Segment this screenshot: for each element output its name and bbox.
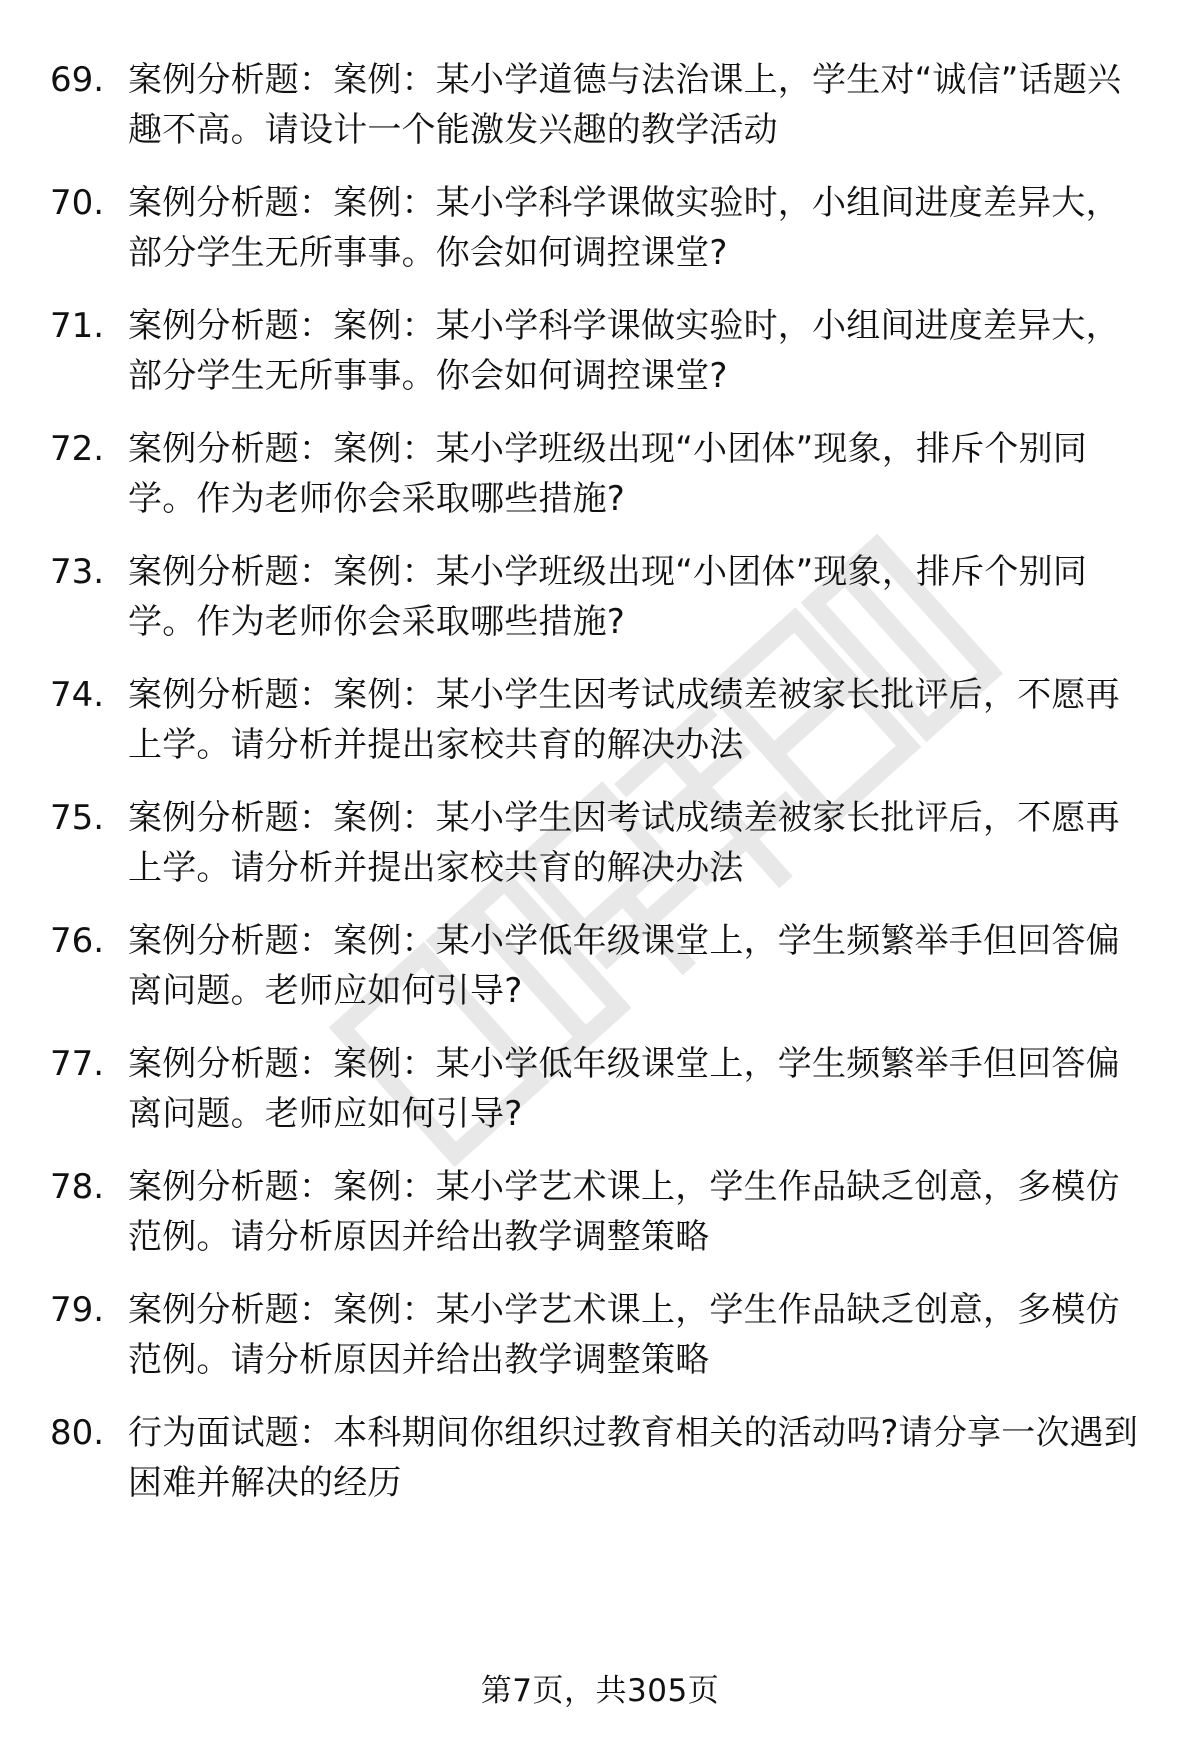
page-indicator: 第7页，共305页 — [480, 1673, 720, 1709]
question-number: 69. — [50, 60, 105, 100]
question-number: 70. — [50, 183, 105, 223]
question-text: 案例分析题：案例：某小学低年级课堂上，学生频繁举手但回答偏离问题。老师应如何引导? — [128, 1044, 1120, 1134]
question-text: 案例分析题：案例：某小学低年级课堂上，学生频繁举手但回答偏离问题。老师应如何引导? — [128, 921, 1120, 1011]
question-item — [50, 1408, 1150, 1508]
question-text: 案例分析题：案例：某小学班级出现“小团体”现象，排斥个别同学。作为老师你会采取哪些措施? — [128, 552, 1088, 642]
question-text: 案例分析题：案例：某小学艺术课上，学生作品缺乏创意，多模仿范例。请分析原因并给出教学调整策略 — [128, 1290, 1120, 1380]
question-item — [50, 916, 1150, 1016]
question-number: 74. — [50, 675, 105, 715]
question-number: 73. — [50, 552, 105, 592]
question-text: 案例分析题：案例：某小学科学课做实验时，小组间进度差异大，部分学生无所事事。你会如何调控课堂? — [128, 183, 1120, 273]
question-text: 案例分析题：案例：某小学生因考试成绩差被家长批评后，不愿再上学。请分析并提出家校共育的解决办法 — [128, 675, 1120, 765]
question-text: 案例分析题：案例：某小学艺术课上，学生作品缺乏创意，多模仿范例。请分析原因并给出教学调整策略 — [128, 1167, 1120, 1257]
page-footer — [0, 1671, 1200, 1711]
question-number: 76. — [50, 921, 105, 961]
question-text: 案例分析题：案例：某小学科学课做实验时，小组间进度差异大，部分学生无所事事。你会如何调控课堂? — [128, 306, 1120, 396]
question-number: 72. — [50, 429, 105, 469]
question-number: 79. — [50, 1290, 105, 1330]
question-number: 78. — [50, 1167, 105, 1207]
question-item — [50, 670, 1150, 770]
question-text: 案例分析题：案例：某小学生因考试成绩差被家长批评后，不愿再上学。请分析并提出家校共育的解决办法 — [128, 798, 1120, 888]
question-number: 75. — [50, 798, 105, 838]
question-item — [50, 793, 1150, 893]
question-item — [50, 178, 1150, 278]
question-text: 案例分析题：案例：某小学道德与法治课上，学生对“诚信”话题兴趣不高。请设计一个能激发兴趣的教学活动 — [128, 60, 1122, 150]
question-item — [50, 55, 1150, 155]
question-item — [50, 1039, 1150, 1139]
question-list — [50, 55, 1150, 1531]
question-item — [50, 1285, 1150, 1385]
question-item — [50, 1162, 1150, 1262]
question-number: 80. — [50, 1413, 105, 1453]
question-item — [50, 301, 1150, 401]
question-item — [50, 424, 1150, 524]
question-text: 案例分析题：案例：某小学班级出现“小团体”现象，排斥个别同学。作为老师你会采取哪些措施? — [128, 429, 1088, 519]
question-item — [50, 547, 1150, 647]
question-number: 71. — [50, 306, 105, 346]
question-number: 77. — [50, 1044, 105, 1084]
question-text: 行为面试题：本科期间你组织过教育相关的活动吗?请分享一次遇到困难并解决的经历 — [128, 1413, 1139, 1503]
